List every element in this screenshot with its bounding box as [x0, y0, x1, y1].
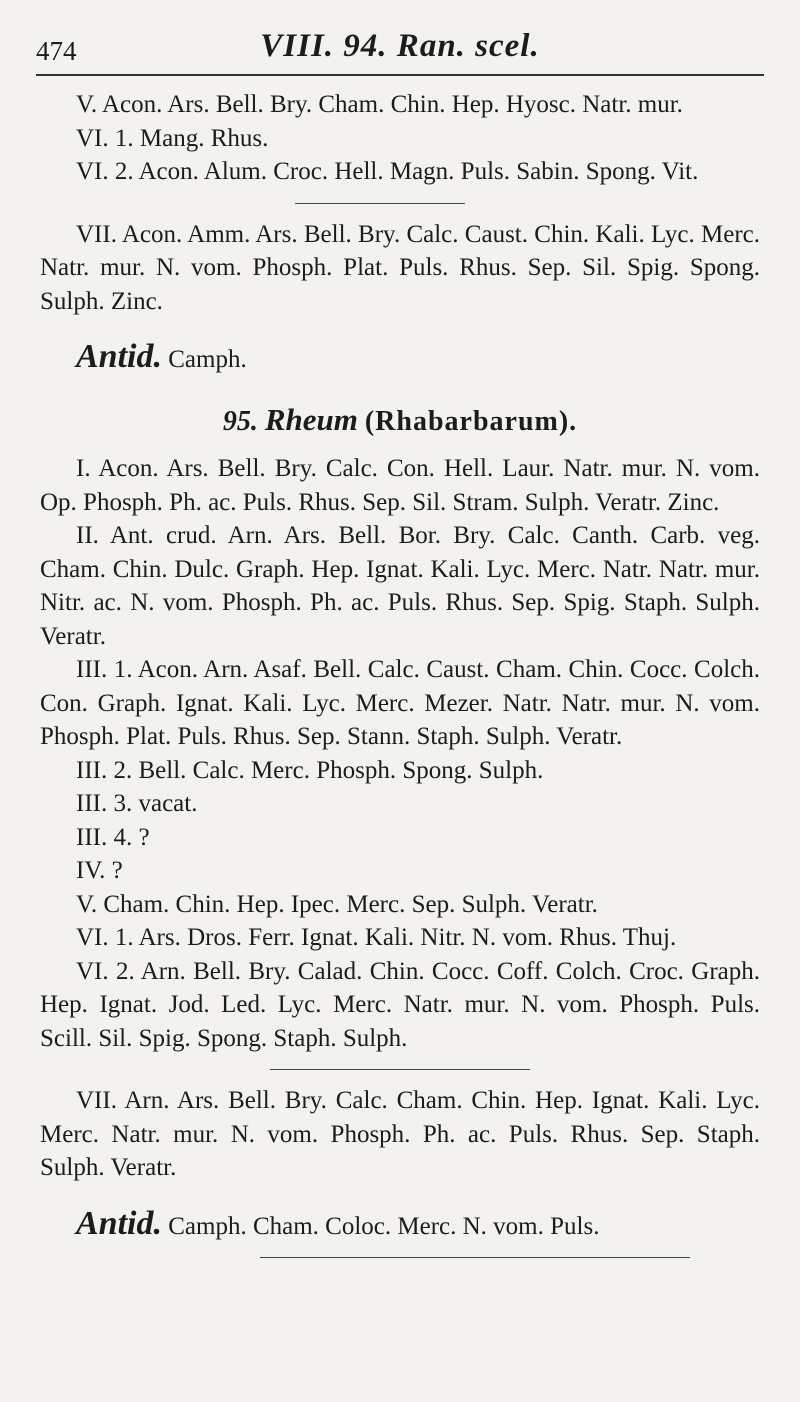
- page-number: 474: [36, 36, 77, 66]
- section-number: 95.: [222, 405, 258, 437]
- paragraph-VI-1: VI. 1. Mang. Rhus.: [76, 124, 269, 152]
- antidote-line: [40, 1204, 760, 1244]
- running-title: VIII. 94. Ran. scel.: [260, 28, 540, 64]
- page-header: [36, 22, 764, 70]
- antidote-text: Camph. Cham. Coloc. Merc. N. vom. Puls.: [168, 1212, 600, 1240]
- paragraph-III-3: III. 3. vacat.: [76, 790, 198, 817]
- paragraph-VI-1-2: VI. 1. Ars. Dros. Ferr. Ignat. Kali. Nitr. N. vom. Rhus. Thuj.: [76, 924, 677, 951]
- paragraph-III-4: III. 4. ?: [76, 823, 150, 851]
- divider-rule: [260, 1257, 690, 1258]
- paragraph-V: V. Acon. Ars. Bell. Bry. Cham. Chin. Hep. Hyosc. Natr. mur.: [76, 91, 683, 118]
- paragraph-II: II. Ant. crud. Arn. Ars. Bell. Bor. Bry. Calc. Canth. Carb. veg. Cham. Chin. Dulc. Graph. Hep. Ignat. Kali. Lyc. Merc. Natr. Natr. mur. Nitr. ac. N. vom. Phosph. Ph. ac. Puls. Rhus. Sep. Spig. Staph. Sulph. Veratr.: [40, 522, 760, 650]
- page-body: [40, 88, 760, 1272]
- divider-rule: [270, 1069, 530, 1070]
- paragraph-IV: IV. ?: [76, 857, 123, 884]
- divider-rule: [295, 203, 465, 204]
- paragraph-V-2: V. Cham. Chin. Hep. Ipec. Merc. Sep. Sulph. Veratr.: [76, 890, 598, 918]
- antidote-line: [40, 340, 760, 377]
- section-alt-name: (Rhabarbarum).: [364, 405, 578, 437]
- paragraph-VI-2: VI. 2. Acon. Alum. Croc. Hell. Magn. Puls. Sabin. Spong. Vit.: [76, 158, 699, 185]
- antidote-text: Camph.: [168, 346, 247, 373]
- section-heading: [40, 403, 760, 439]
- paragraph-I: I. Acon. Ars. Bell. Bry. Calc. Con. Hell. Laur. Natr. mur. N. vom. Op. Phosph. Ph. ac. Puls. Rhus. Sep. Sil. Stram. Sulph. Veratr. Zinc.: [40, 455, 760, 516]
- paragraph-VII: VII. Acon. Amm. Ars. Bell. Bry. Calc. Caust. Chin. Kali. Lyc. Merc. Natr. mur. N. vom. Phosph. Plat. Puls. Rhus. Sep. Sil. Spig. Spong. Sulph. Zinc.: [40, 220, 760, 315]
- paragraph-VI-2-2: VI. 2. Arn. Bell. Bry. Calad. Chin. Cocc. Coff. Colch. Croc. Graph. Hep. Ignat. Jod. Led. Lyc. Merc. Natr. mur. N. vom. Phosph. Puls. Scill. Sil. Spig. Spong. Staph. Sulph.: [40, 957, 760, 1052]
- antidote-label: Antid.: [76, 338, 162, 375]
- header-rule: [36, 74, 764, 76]
- paragraph-III-2: III. 2. Bell. Calc. Merc. Phosph. Spong. Sulph.: [76, 756, 544, 784]
- antidote-label: Antid.: [76, 1204, 162, 1242]
- section-name: Rheum: [264, 401, 358, 437]
- paragraph-III-1: III. 1. Acon. Arn. Asaf. Bell. Calc. Caust. Cham. Chin. Cocc. Colch. Con. Graph. Ignat. Kali. Lyc. Merc. Mezer. Natr. Natr. mur. N. vom. Phosph. Plat. Puls. Rhus. Sep. Stann. Staph. Sulph. Veratr.: [40, 656, 760, 750]
- paragraph-VII-2: VII. Arn. Ars. Bell. Bry. Calc. Cham. Chin. Hep. Ignat. Kali. Lyc. Merc. Natr. mur. N. vom. Phosph. Ph. ac. Puls. Rhus. Sep. Staph. Sulph. Veratr.: [40, 1087, 760, 1181]
